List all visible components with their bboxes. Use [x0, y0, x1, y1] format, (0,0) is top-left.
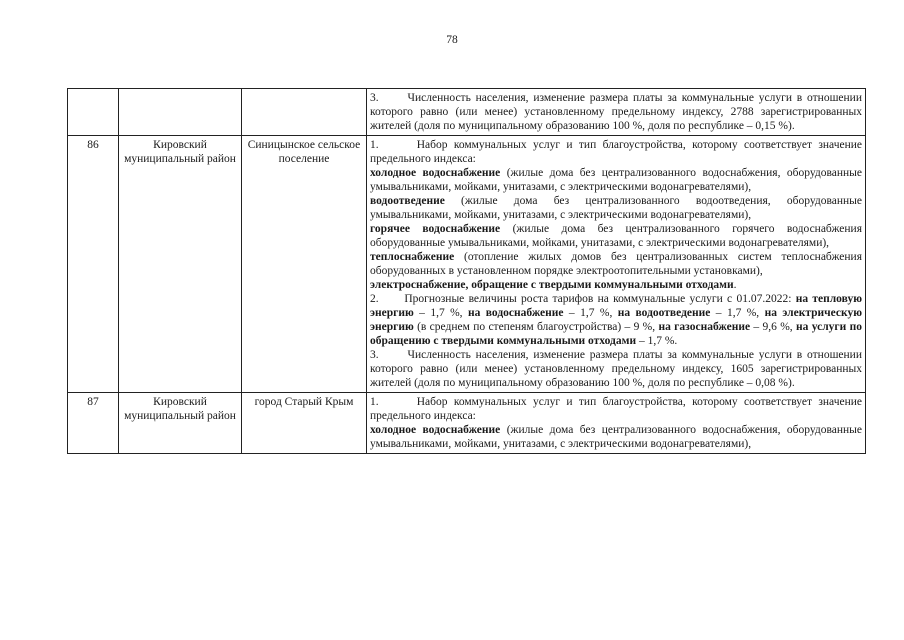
- tariff-electric-label: на электрическую энергию: [370, 307, 862, 333]
- settlement-cell: [242, 89, 367, 136]
- electricity-label: электроснабжение, обращение с твердыми коммунальными отходами: [370, 279, 734, 291]
- hot-water-label: горячее водоснабжение: [370, 223, 501, 235]
- district-cell: [119, 89, 242, 136]
- row-number: 86: [68, 136, 119, 393]
- sewer-label: водоотведение: [370, 195, 445, 207]
- population-paragraph: 3. Численность населения, изменение размера платы за коммунальные услуги в отношении которого равно (или менее) установленному предельному индексу, 2788 зарегистрированных жителей (доля по муниципальному образованию 100 %, доля по республике – 0,15 %).: [370, 92, 862, 132]
- tariff-heat-label: на тепловую энергию: [370, 293, 862, 319]
- electricity-end: .: [733, 279, 737, 291]
- cold-water-label: холодное водоснабжение: [370, 167, 501, 179]
- district-cell: Кировский муниципальный район: [119, 136, 242, 393]
- cold-water-paragraph: [370, 166, 862, 194]
- hot-water-text: (жилые дома без централизованного горячего водоснабжения оборудованные умывальниками, мойками, унитазами, с электрическими водонагревателями),: [370, 223, 862, 249]
- tariff-table: [67, 88, 866, 454]
- services-paragraph: 1. Набор коммунальных услуг и тип благоустройства, которому соответствует значение предельного индекса:: [370, 139, 862, 165]
- tariff-electric-value: (в среднем по степеням благоустройства) – 9 %,: [413, 321, 659, 333]
- cold-water-text: (жилые дома без централизованного водоснабжения, оборудованные умывальниками, мойками, унитазами, с электрическими водонагревателями),: [370, 167, 862, 193]
- settlement-cell: Синицынское сельское поселение: [242, 136, 367, 393]
- heating-label: теплоснабжение: [370, 251, 455, 263]
- table-row: [68, 136, 866, 393]
- page-number: 78: [446, 34, 458, 46]
- tariffs-paragraph: [370, 292, 862, 348]
- description-cell: [367, 136, 866, 393]
- settlement-cell: город Старый Крым: [242, 393, 367, 454]
- hot-water-paragraph: [370, 222, 862, 250]
- cold-water-label: холодное водоснабжение: [370, 424, 501, 436]
- electricity-paragraph: [370, 278, 862, 292]
- sewer-text: (жилые дома без централизованного водоотведения, оборудованные умывальниками, мойками, унитазами, с электрическими водонагревателями),: [370, 195, 862, 221]
- tariff-gas-label: на газоснабжение: [658, 321, 751, 333]
- tariff-sewer-label: на водоотведение: [617, 307, 711, 319]
- cold-water-paragraph: [370, 423, 862, 451]
- tariff-waste-label: на услуги по обращению с твердыми коммунальными отходами: [370, 321, 862, 347]
- tariffs-intro: 2. Прогнозные величины роста тарифов на коммунальные услуги с 01.07.2022:: [370, 293, 796, 305]
- table-row: [68, 89, 866, 136]
- table-row: [68, 393, 866, 454]
- cold-water-text: (жилые дома без централизованного водоснабжения, оборудованные умывальниками, мойками, унитазами, с электрическими водонагревателями),: [370, 424, 862, 450]
- tariff-water-label: на водоснабжение: [467, 307, 564, 319]
- tariff-sewer-value: – 1,7 %,: [710, 307, 765, 319]
- district-cell: Кировский муниципальный район: [119, 393, 242, 454]
- sewer-paragraph: [370, 194, 862, 222]
- description-cell: [367, 393, 866, 454]
- heating-text: (отопление жилых домов без централизованных систем теплоснабжения оборудованных в установленном порядке электроотопительными установками),: [370, 251, 862, 277]
- services-paragraph: 1. Набор коммунальных услуг и тип благоустройства, которому соответствует значение предельного индекса:: [370, 396, 862, 422]
- row-number: 87: [68, 393, 119, 454]
- heating-paragraph: [370, 250, 862, 278]
- description-cell: [367, 89, 866, 136]
- tariff-heat-value: – 1,7 %,: [413, 307, 468, 319]
- population-paragraph: 3. Численность населения, изменение размера платы за коммунальные услуги в отношении которого равно (или менее) установленному предельному индексу, 1605 зарегистрированных жителей (доля по муниципальному образованию 100 %, доля по республике – 0,08 %).: [370, 349, 862, 389]
- row-number: [68, 89, 119, 136]
- tariff-gas-value: – 9,6 %,: [750, 321, 796, 333]
- tariff-water-value: – 1,7 %,: [563, 307, 618, 319]
- tariff-waste-value: – 1,7 %.: [636, 335, 678, 347]
